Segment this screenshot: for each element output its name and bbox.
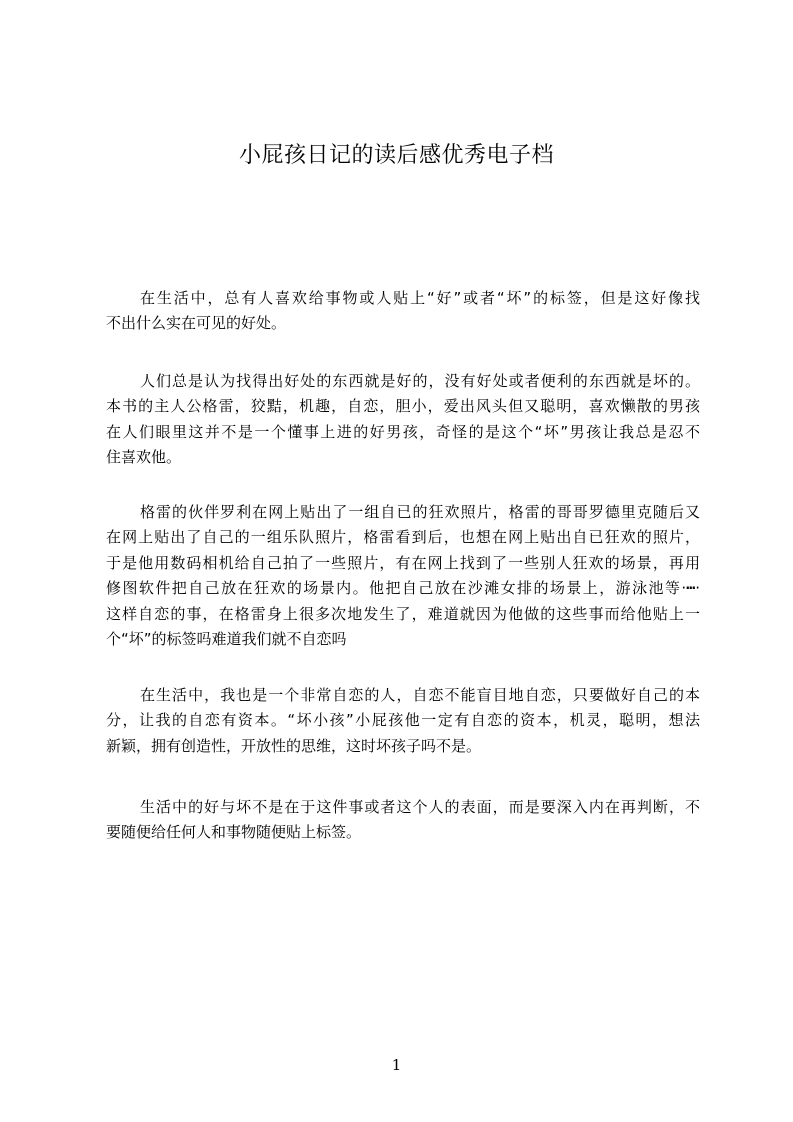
paragraph-line: 要随便给任何人和事物随便贴上标签。	[106, 823, 362, 842]
paragraph-3	[106, 500, 700, 652]
paragraph-1	[106, 286, 700, 337]
paragraph-2	[106, 369, 700, 471]
paragraph-line: 在人们眼里这并不是一个懂事上进的好男孩，奇怪的是这个“坏”男孩让我总是忍不	[106, 422, 700, 441]
paragraph-line: 在网上贴出了自己的一组乐队照片，格雷看到后，也想在网上贴出自已狂欢的照片，	[106, 528, 700, 547]
document-title: 小屁孩日记的读后感优秀电子档	[238, 143, 554, 168]
paragraph-5	[106, 795, 700, 846]
paragraph-line: 新颖，拥有创造性，开放性的思维，这时坏孩子吗不是。	[106, 736, 482, 755]
paragraph-4	[106, 683, 700, 759]
paragraph-line: 不出什么实在可见的好处。	[106, 314, 287, 333]
paragraph-line: 在生活中，我也是一个非常自恋的人，自恋不能盲目地自恋，只要做好自己的本	[140, 686, 700, 704]
page-number: 1	[391, 1056, 402, 1074]
paragraph-line: 格雷的伙伴罗利在网上贴出了一组自已的狂欢照片，格雷的哥哥罗德里克随后又	[140, 503, 700, 521]
paragraph-line: 住喜欢他。	[106, 448, 182, 467]
paragraph-line: 修图软件把自己放在狂欢的场景内。他把自己放在沙滩女排的场景上，游泳池等·┅·	[106, 579, 700, 598]
paragraph-line: 于是他用数码相机给自己拍了一些照片，有在网上找到了一些别人狂欢的场景，再用	[106, 553, 700, 572]
paragraph-line: 生活中的好与坏不是在于这件事或者这个人的表面，而是要深入内在再判断，不	[140, 798, 700, 816]
paragraph-line: 人们总是认为找得出好处的东西就是好的，没有好处或者便利的东西就是坏的。	[140, 372, 700, 390]
paragraph-line: 本书的主人公格雷，狡黠，机趣，自恋，胆小，爱出风头但又聪明，喜欢懒散的男孩	[106, 397, 700, 416]
paragraph-line: 分，让我的自恋有资本。“坏小孩”小屁孩他一定有自恋的资本，机灵，聪明，想法	[106, 711, 700, 730]
paragraph-line: 在生活中，总有人喜欢给事物或人贴上“好”或者“坏”的标签，但是这好像找	[140, 289, 700, 307]
paragraph-line: 这样自恋的事，在格雷身上很多次地发生了，难道就因为他做的这些事而给他贴上一	[106, 604, 700, 623]
paragraph-line: 个“坏”的标签吗难道我们就不自恋吗	[106, 630, 347, 649]
